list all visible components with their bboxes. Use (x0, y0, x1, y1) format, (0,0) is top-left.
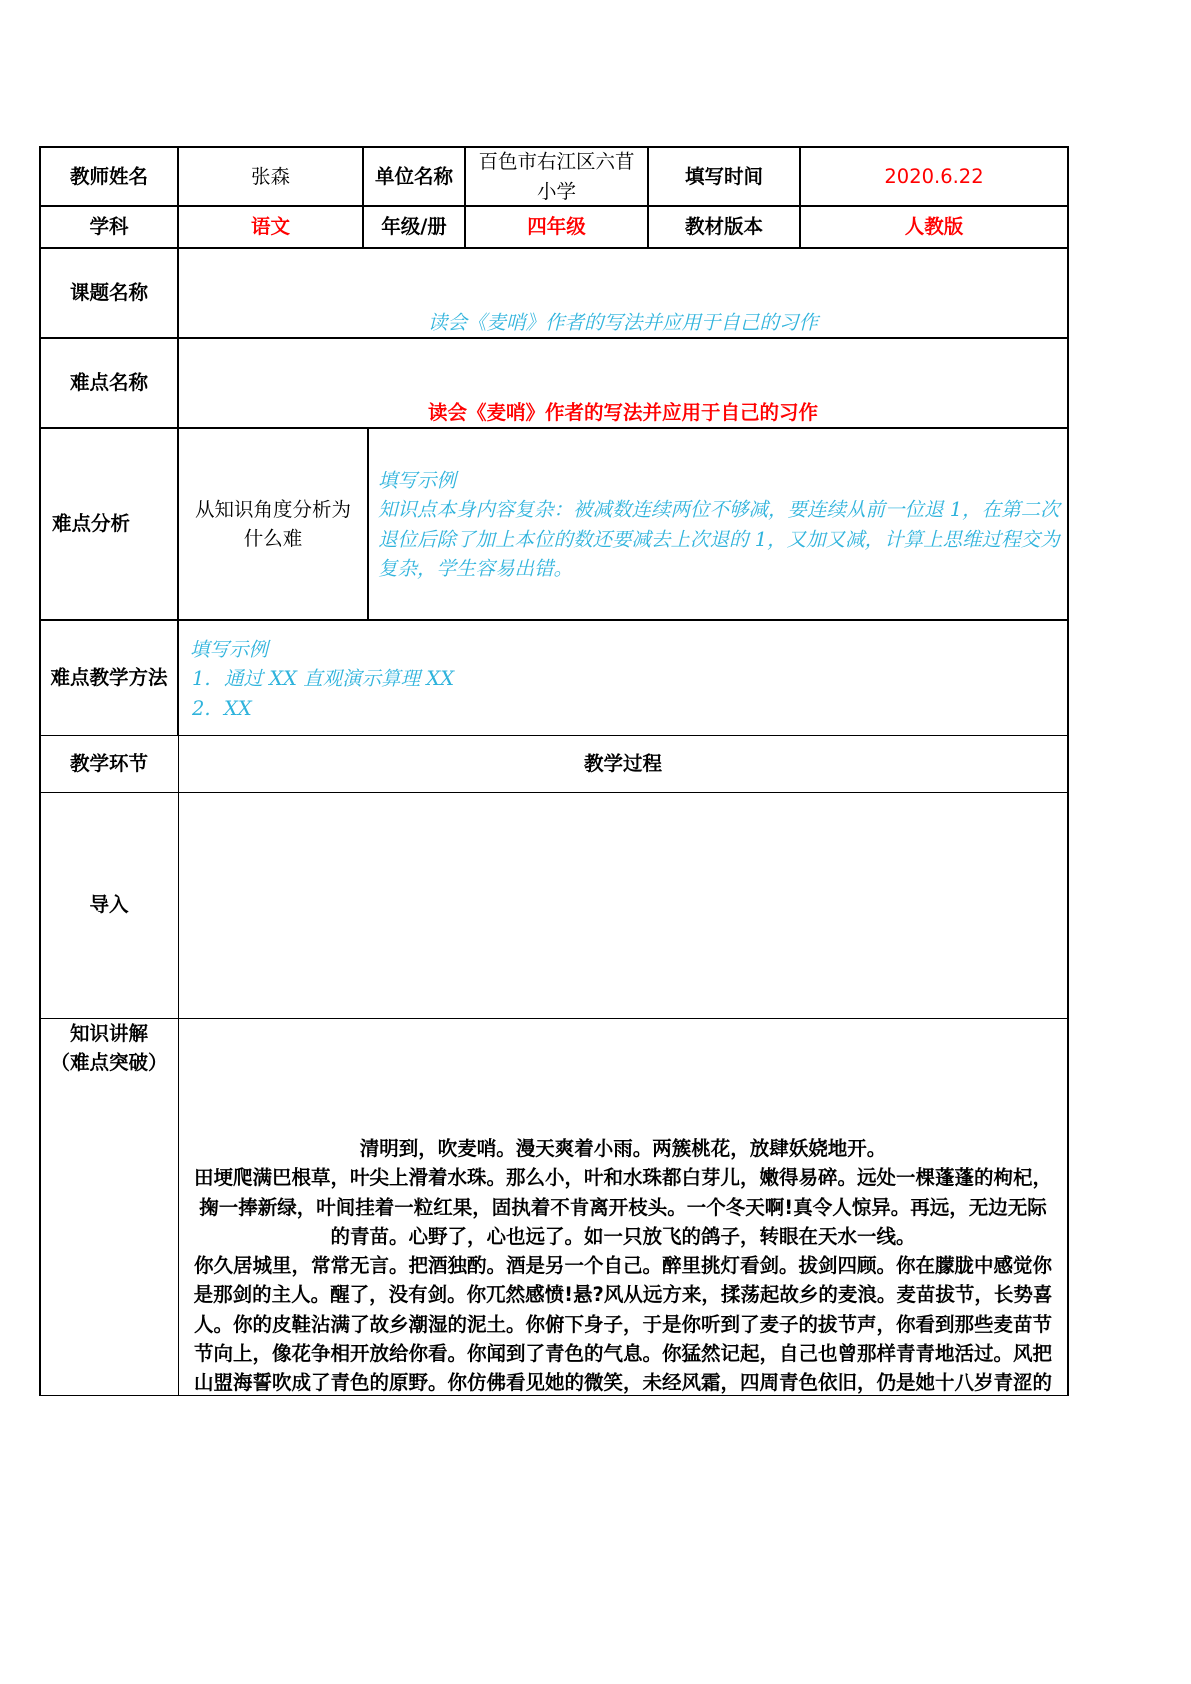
table-border-right (1067, 146, 1069, 1396)
method-cell (178, 620, 1068, 735)
knowledge-line: 掬一捧新绿，叶间挂着一粒红果，固执着不肯离开枝头。一个冬天啊!真令人惊异。再远，无边无际 (199, 1195, 1047, 1219)
process-label: 教学环节 (69, 751, 148, 775)
subject-label-cell (40, 206, 178, 248)
table-rule-horizontal (39, 619, 1069, 621)
table-rule-vertical (464, 146, 466, 249)
intro-label: 导入 (89, 893, 129, 917)
analysis-example-cell (368, 428, 1068, 620)
method-item-text: XX (224, 696, 252, 720)
analysis-example-line: 退位后除了加上本位的数还要减去上次退的 1，又加又减，计算上思维过程交为 (378, 527, 1060, 551)
grade-value: 四年级 (527, 215, 586, 239)
method-list-item (190, 664, 1068, 693)
subject-cell (178, 206, 363, 248)
process-heading: 教学过程 (583, 751, 662, 775)
date-label: 填写时间 (684, 164, 763, 188)
edition-label: 教材版本 (684, 215, 763, 239)
analysis-sub-label-cell (178, 428, 368, 620)
unit-label: 单位名称 (374, 164, 453, 188)
knowledge-line: 清明到，吹麦哨。漫天爽着小雨。两簇桃花，放肆妖娆地开。 (359, 1137, 887, 1160)
topic-cell (178, 248, 1068, 338)
teacher-name-cell (178, 147, 363, 206)
process-heading-cell (178, 735, 1068, 792)
intro-content-cell (178, 792, 1068, 1018)
knowledge-line: 人。你的皮鞋沾满了故乡潮湿的泥土。你俯下身子，于是你听到了麦子的拔节声，你看到那些麦苗节 (193, 1312, 1052, 1336)
date-cell (800, 147, 1068, 206)
method-label: 难点教学方法 (50, 665, 168, 689)
intro-label-cell (40, 792, 178, 1018)
table-rule-horizontal (39, 427, 1069, 429)
knowledge-sub-label: （难点突破） (50, 1051, 168, 1075)
table-rule-horizontal (39, 205, 1069, 207)
unit-name: 百色市右江区六苜小学 (478, 150, 635, 203)
table-rule-vertical (178, 735, 179, 1396)
knowledge-line: 你久居城里，常常无言。把酒独酌。酒是另一个自己。醉里挑灯看剑。拔剑四顾。你在朦胧中感觉你 (193, 1254, 1052, 1277)
method-item-text: 通过 XX 直观演示算理 XX (224, 667, 455, 691)
difficulty-value: 读会《麦哨》作者的写法并应用于自己的习作 (427, 400, 818, 424)
edition-value: 人教版 (904, 215, 964, 239)
table-rule-horizontal (39, 1018, 1069, 1019)
table-rule-horizontal (39, 337, 1069, 339)
method-list-item (190, 694, 1068, 723)
method-example-title: 填写示例 (190, 638, 269, 661)
date-value: 2020.6.22 (884, 164, 984, 188)
grade-label: 年级/册 (381, 215, 447, 239)
method-label-cell (40, 620, 178, 735)
teacher-name-label: 教师姓名 (69, 164, 148, 188)
analysis-label: 难点分析 (52, 512, 131, 536)
knowledge-line: 山盟海誓吹成了青色的原野。你仿佛看见她的微笑，未经风霜，四周青色依旧，仍是她十八岁青涩的 (193, 1371, 1052, 1394)
subject-value: 语文 (250, 215, 290, 239)
analysis-example-title: 填写示例 (378, 469, 457, 492)
table-rule-vertical (647, 146, 649, 249)
knowledge-paragraph (188, 1134, 1058, 1163)
topic-label: 课题名称 (69, 281, 148, 305)
knowledge-content-cell (178, 1018, 1068, 1395)
grade-cell (465, 206, 648, 248)
analysis-sub-label: 从知识角度分析为什么难 (194, 497, 351, 550)
table-rule-horizontal (39, 792, 1069, 793)
table-rule-vertical (367, 427, 369, 621)
knowledge-paragraph (188, 1163, 1058, 1251)
table-rule-vertical (362, 146, 364, 249)
table-rule-horizontal (39, 247, 1069, 249)
teacher-name-label-cell (40, 147, 178, 206)
table-border-left (39, 146, 41, 1396)
unit-cell (465, 147, 648, 206)
analysis-label-cell (40, 428, 178, 620)
subject-label: 学科 (89, 215, 129, 239)
analysis-example-line: 知识点本身内容复杂：被减数连续两位不够减，要连续从前一位退 1，在第二次 (378, 498, 1060, 522)
date-label-cell (648, 147, 800, 206)
topic-label-cell (40, 248, 178, 338)
table-border-top (39, 146, 1069, 148)
knowledge-label: 知识讲解 (69, 1022, 148, 1045)
table-rule-vertical (799, 146, 801, 249)
knowledge-paragraph (188, 1251, 1058, 1395)
unit-label-cell (363, 147, 465, 206)
table-border-bottom (39, 1395, 1069, 1396)
knowledge-line: 的青苗。心野了，心也远了。如一只放飞的鸽子，转眼在天水一线。 (330, 1224, 916, 1248)
topic-value: 读会《麦哨》作者的写法并应用于自己的习作 (427, 310, 818, 334)
method-item-number: 1. (192, 667, 211, 691)
knowledge-line: 节向上，像花争相开放给你看。你闻到了青色的气息。你猛然记起，自己也曾那样青青地活过。风把 (193, 1341, 1052, 1365)
process-label-cell (40, 735, 178, 792)
table-rule-horizontal (39, 735, 1069, 736)
knowledge-line: 田埂爬满巴根草，叶尖上滑着水珠。那么小，叶和水珠都白芽儿，嫩得易碎。远处一棵蓬蓬的枸杞， (193, 1166, 1052, 1190)
teacher-name: 张森 (250, 164, 290, 188)
edition-label-cell (648, 206, 800, 248)
difficulty-cell (178, 338, 1068, 428)
grade-label-cell (363, 206, 465, 248)
edition-cell (800, 206, 1068, 248)
analysis-example-line: 复杂，学生容易出错。 (378, 556, 574, 580)
table-rule-vertical (177, 146, 179, 736)
difficulty-label-cell (40, 338, 178, 428)
knowledge-label-cell (40, 1018, 178, 1395)
method-item-number: 2. (192, 696, 211, 720)
difficulty-label: 难点名称 (69, 371, 148, 395)
knowledge-line: 是那剑的主人。醒了，没有剑。你兀然感愤!悬?风从远方来，揉荡起故乡的麦浪。麦苗拔节，长势喜 (193, 1283, 1053, 1307)
